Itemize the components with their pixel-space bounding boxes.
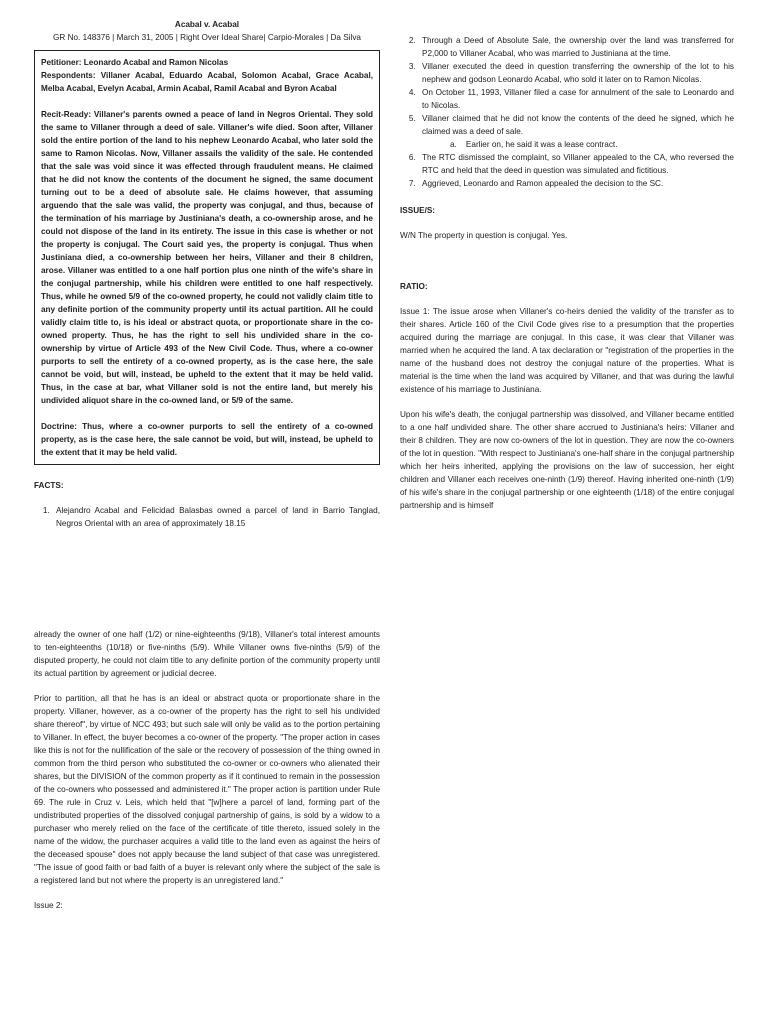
issue-text: W/N The property in question is conjugal. Yes. bbox=[400, 231, 568, 240]
issues-heading: ISSUE/S: bbox=[400, 206, 436, 215]
facts-item-text: Villaner claimed that he did not know the contents of the deed he signed, which he claimed was a deed of sale. bbox=[422, 114, 734, 136]
document-page-2 bbox=[0, 608, 768, 1024]
ratio-paragraph: Upon his wife's death, the conjugal partnership was dissolved, and Villaner became entitled to a one half undivided share. The other share accrued to Justiniana's heirs: Villaner and their 8 children. They are now co-owners of the lot in question. They are now the co-owners of the lot in question. "With respect to Justiniana's one-half share in the conjugal partnership which her heirs inherited, applying the provisions on the law of succession, her eight children and Villaner each receives one-ninth (1/9) thereof. Having inherited one-ninth (1/9) of his wife's share in the conjugal partnership or one eighteenth (1/18) of the entire conjugal partnership and is himself bbox=[400, 410, 734, 510]
respondents-line: Respondents: Villaner Acabal, Eduardo Acabal, Solomon Acabal, Grace Acabal, Melba Acabal, Evelyn Acabal, Armin Acabal, Ramil Acabal and Byron Acabal bbox=[41, 71, 373, 93]
facts-item: 1. Alejandro Acabal and Felicidad Balasbas owned a parcel of land in Barrio Tanglad, Negros Oriental with an area of approximately 18.15 bbox=[52, 504, 380, 530]
facts-list-part-2 bbox=[400, 34, 734, 190]
facts-item: 4. On October 11, 1993, Villaner filed a case for annulment of the sale to Leonardo and to Nicolas. bbox=[418, 86, 734, 112]
left-column bbox=[34, 18, 380, 530]
ratio-body bbox=[400, 305, 734, 512]
petitioner-line: Petitioner: Leonardo Acabal and Ramon Nicolas bbox=[41, 58, 229, 67]
ratio-continuation-paragraph: already the owner of one half (1/2) or nine-eighteenths (9/18), Villaner's total interest amounts to ten-eighteenths (10/18) or five-ninths (5/9). While Villaner owns five-ninths (5/9) of the disputed property, he could not claim title to any definite portion of the community property until its actual partition by agreement or judicial decree. bbox=[34, 630, 380, 678]
case-summary-box bbox=[34, 50, 380, 465]
facts-list-part-1 bbox=[34, 504, 380, 530]
ratio-heading: RATIO: bbox=[400, 282, 428, 291]
doctrine-paragraph: Doctrine: Thus, where a co-owner purports to sell the entirety of a co-owned property, as is the case here, the sale cannot be void, but will, instead, be upheld to the extent that it may be held valid. bbox=[41, 422, 373, 457]
facts-sub-item: a. Earlier on, he said it was a lease contract. bbox=[450, 140, 618, 149]
ratio-continuation-paragraph: Prior to partition, all that he has is an ideal or abstract quota or proportionate share in the property. Villaner, however, as a co-owner of the property has the right to sell his undivided share thereof", by virtue of NCC 493; but such sale will only be valid as to the portion pertaining to Villaner. In effect, the buyer becomes a co-owner of the property. "The proper action in cases like this is not for the nullification of the sale or the recovery of possession of the thing owned in common from the third person who substituted the co-owner or co-owners who alienated their shares, but the DIVISION of the common property as if it continued to remain in the possession of the co-owners who possessed and administered it." The proper action is partition under Rule 69. The rule in Cruz v. Leis, which held that "[w]here a parcel of land, forming part of the undistributed properties of the dissolved conjugal partnership of gains, is sold by a widow to a purchaser who merely relied on the face of the certificate of title thereto, issued solely in the name of the widow, the purchaser acquires a valid title to the land even as against the heirs of the deceased spouse" does not apply because the land subject of that case was unregistered. "The issue of good faith or bad faith of a buyer is relevant only where the subject of the sale is a registered land but not where the property is an unregistered land." bbox=[34, 694, 380, 885]
facts-item: 6. The RTC dismissed the complaint, so Villaner appealed to the CA, who reversed the RTC and held that the deed in question was simulated and fictitious. bbox=[418, 151, 734, 177]
facts-item bbox=[418, 112, 734, 151]
facts-heading: FACTS: bbox=[34, 481, 64, 490]
case-citation: GR No. 148376 | March 31, 2005 | Right Over Ideal Share| Carpio-Morales | Da Silva bbox=[53, 33, 361, 42]
ratio-paragraph: Issue 1: The issue arose when Villaner's co-heirs denied the validity of the transfer as to their shares. Article 160 of the Civil Code gives rise to a presumption that the properties acquired during the marriage are conjugal. In this case, it was clear that Villaner was married when he acquired the land. A tax declaration or "registration of the properties in the name of the husband does not destroy the conjugal nature of the properties. What is material is the time when the land was acquired by Villaner, and that was during the lawful existence of his marriage to Justiniana. bbox=[400, 307, 734, 394]
page-2-column bbox=[34, 628, 380, 924]
recit-ready-paragraph: Recit-Ready: Villaner's parents owned a peace of land in Negros Oriental. They sold the same to Villaner through a deed of sale. Villaner's wife died. Soon after, Villaner sold the entire portion of the land to his nephew Leonardo Acabal, who later sold the same to Ramon Nicolas. Now, Villaner assails the validity of the sale. He contended that the sale was void since it was effected through fraudulent means. He claimed that he did not know the contents of the document he signed, the same document turning out to be a deed of absolute sale. He claims however, that assuming arguendo that the sale was valid, the property was conjugal, and thus, because of the termination of his marriage by Justiniana's death, a co-ownership arose, and he could not dispose of the land in its entirety. The issue in this case is whether or not the property is conjugal. The Court said yes, the property is conjugal. Thus when Justiniana died, a co-ownership between her heirs, Villaner and their 8 children, arose. Villaner was entitled to a one half portion plus one ninth of the wife's share in the conjugal partnership, while his children were entitled to one half respectively. Thus, while he owned 5/9 of the co-owned property, he could not validly claim title to any definite portion of the community property until its actual partition. All he could validly claim title to, is his ideal or abstract quota, or proportionate share in the co-owned property. Thus, he has the right to sell his undivided share in the co-ownership by virtue of Article 493 of the New Civil Code. Thus, where a co-owner purports to sell the entirety of a co-owned property, as is the case here, the sale cannot be void, but will, instead, be upheld to the extent that it may be held valid. Thus, in the case at bar, what Villaner sold is not the entire land, but merely his undivided aliquot share in the co-owned land, or 5/9 of the same. bbox=[41, 110, 373, 405]
issue-2-label: Issue 2: bbox=[34, 901, 63, 910]
right-column bbox=[400, 34, 734, 524]
case-title: Acabal v. Acabal bbox=[174, 20, 240, 29]
facts-item: 3. Villaner executed the deed in question transferring the ownership of the lot to his nephew and godson Leonardo Acabal, who sold it later on to Ramon Nicolas. bbox=[418, 60, 734, 86]
facts-item: 7. Aggrieved, Leonardo and Ramon appealed the decision to the SC. bbox=[418, 177, 734, 190]
facts-item: 2. Through a Deed of Absolute Sale, the ownership over the land was transferred for P2,000 to Villaner Acabal, who was married to Justiniana at the time. bbox=[418, 34, 734, 60]
